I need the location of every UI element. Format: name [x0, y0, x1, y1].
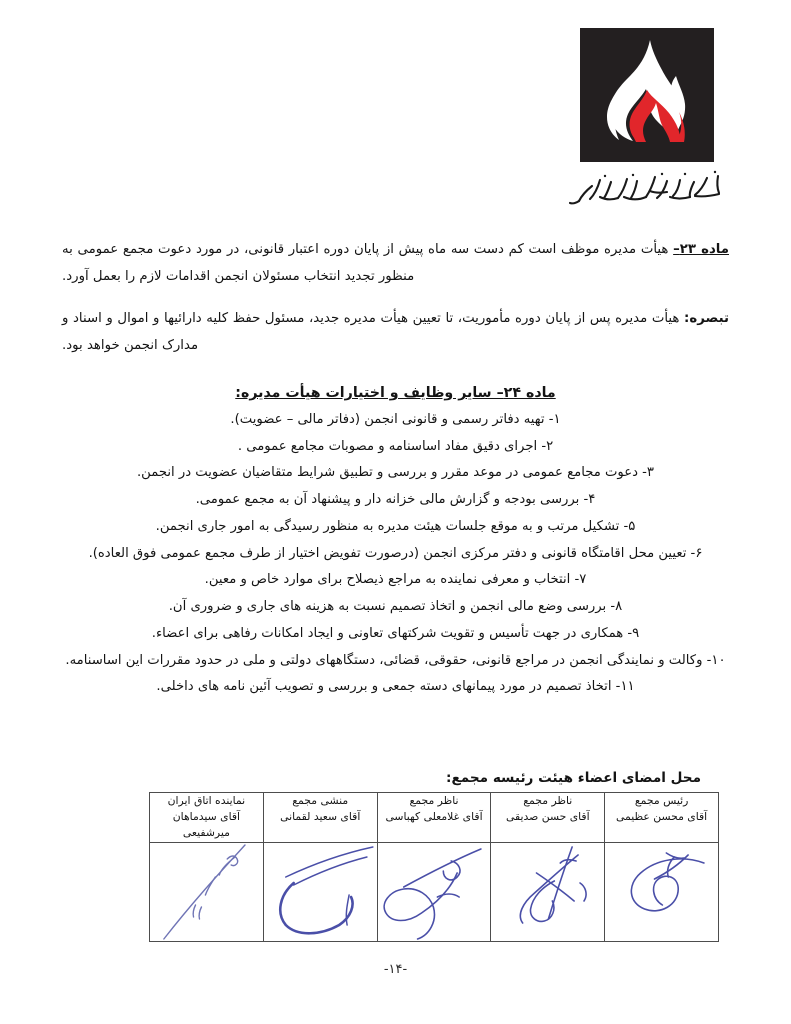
signature-cell — [605, 842, 719, 941]
signature-section-title: محل امضای اعضاء هیئت رئیسه مجمع: — [446, 770, 701, 786]
clause-item: ۲- اجرای دقیق مفاد اساسنامه و مصوبات مجامع عمومی . — [237, 438, 554, 454]
signatory-name: آقای محسن عظیمی — [616, 810, 708, 824]
signature-header-cell — [491, 793, 605, 843]
flame-logo-icon — [580, 28, 714, 162]
signatory-name: آقای سیدماهان میرشفیعی — [172, 810, 241, 840]
signature-section — [62, 770, 729, 942]
clause-item: ۵- تشکیل مرتب و به موقع جلسات هیئت مدیره به منظور رسیدگی به امور جاری انجمن. — [155, 518, 636, 534]
clause-item: ۱۰- وکالت و نمایندگی انجمن در مراجع قانونی، حقوقی، قضائی، دستگاههای دولتی و ملی در حدود مقررات این اساسنامه. — [65, 652, 726, 668]
signature-cell — [150, 842, 264, 941]
signatory-name: آقای سعید لقمانی — [280, 810, 361, 824]
signatory-name: آقای غلامعلی کهباسی — [385, 810, 483, 824]
handwritten-signature-icon — [491, 843, 604, 941]
clause-item: ۷- انتخاب و معرفی نماینده به مراجع ذیصلاح برای موارد خاص و معین. — [204, 572, 587, 588]
article-23-note — [62, 305, 729, 360]
clause-item: ۹- همکاری در جهت تأسیس و تقویت شرکتهای تعاونی و ایجاد امکانات رفاهی برای اعضاء. — [151, 625, 640, 641]
handwritten-signature-icon — [378, 843, 491, 941]
clause-item: ۱۱- اتخاذ تصمیم در مورد پیمانهای دسته جمعی و بررسی و تصویب آئین نامه های داخلی. — [156, 679, 635, 695]
clause-item: ۸- بررسی وضع مالی انجمن و اتخاذ تصمیم نسبت به هزینه های جاری و ضروری آن. — [168, 599, 623, 615]
page-number: -۱۴- — [383, 962, 408, 977]
signature-header-cell — [150, 793, 264, 843]
organization-logo — [565, 28, 729, 208]
logo-caption — [565, 168, 729, 208]
table-row-signatures — [150, 842, 719, 941]
signatory-role: ناظر مجمع — [523, 794, 573, 807]
clause-item: ۶- تعیین محل اقامتگاه قانونی و دفتر مرکزی انجمن (درصورت تفویض اختیار از طرف مجمع عمومی فوق العاده). — [88, 545, 703, 561]
clause-item: ۱- تهیه دفاتر رسمی و قانونی انجمن (دفاتر مالی – عضویت). — [230, 412, 561, 427]
handwritten-signature-icon — [150, 843, 263, 941]
signature-table — [149, 792, 719, 942]
article-24-heading: ماده ۲۴– سایر وظایف و اختیارات هیأت مدیره: — [235, 385, 556, 401]
signature-header-cell — [377, 793, 491, 843]
article-23-text: هیأت مدیره موظف است کم دست سه ماه پیش از پایان دوره اعتبار قانونی، در مورد دعوت مجمع عمومی به منظور تجدید انتخاب مسئولان انجمن اقدامات لازم را بعمل آورد. — [62, 242, 669, 285]
handwritten-signature-icon — [264, 843, 377, 941]
article-23-note-label: تبصره: — [684, 310, 729, 326]
article-23-label: ماده ۲۳– — [673, 242, 729, 257]
signature-cell — [377, 842, 491, 941]
signature-header-cell — [605, 793, 719, 843]
signature-cell — [491, 842, 605, 941]
signatory-role: منشی مجمع — [292, 794, 349, 807]
signature-cell — [263, 842, 377, 941]
handwritten-signature-icon — [605, 843, 718, 941]
article-23-note-text: هیأت مدیره پس از پایان دوره مأموریت، تا تعیین هیأت مدیره جدید، مسئول حفظ کلیه دارائیها و اموال و اسناد و مدارک انجمن خواهد بود. — [62, 310, 680, 353]
signatory-role: نماینده اتاق ایران — [167, 794, 246, 807]
table-row-headers — [150, 793, 719, 843]
signature-header-cell — [263, 793, 377, 843]
article-24-clause-list — [62, 407, 729, 700]
clause-item: ۴- بررسی بودجه و گزارش مالی خزانه دار و پیشنهاد آن به مجمع عمومی. — [195, 492, 596, 508]
article-23-paragraph — [62, 236, 729, 291]
signatory-name: آقای حسن صدیقی — [506, 810, 590, 824]
clause-item: ۳- دعوت مجامع عمومی در موعد مقرر و بررسی و تطبیق شرایط متقاضیان عضویت در انجمن. — [136, 465, 655, 481]
signatory-role: ناظر مجمع — [409, 794, 459, 807]
signatory-role: رئیس مجمع — [634, 794, 689, 807]
document-body — [62, 236, 729, 701]
